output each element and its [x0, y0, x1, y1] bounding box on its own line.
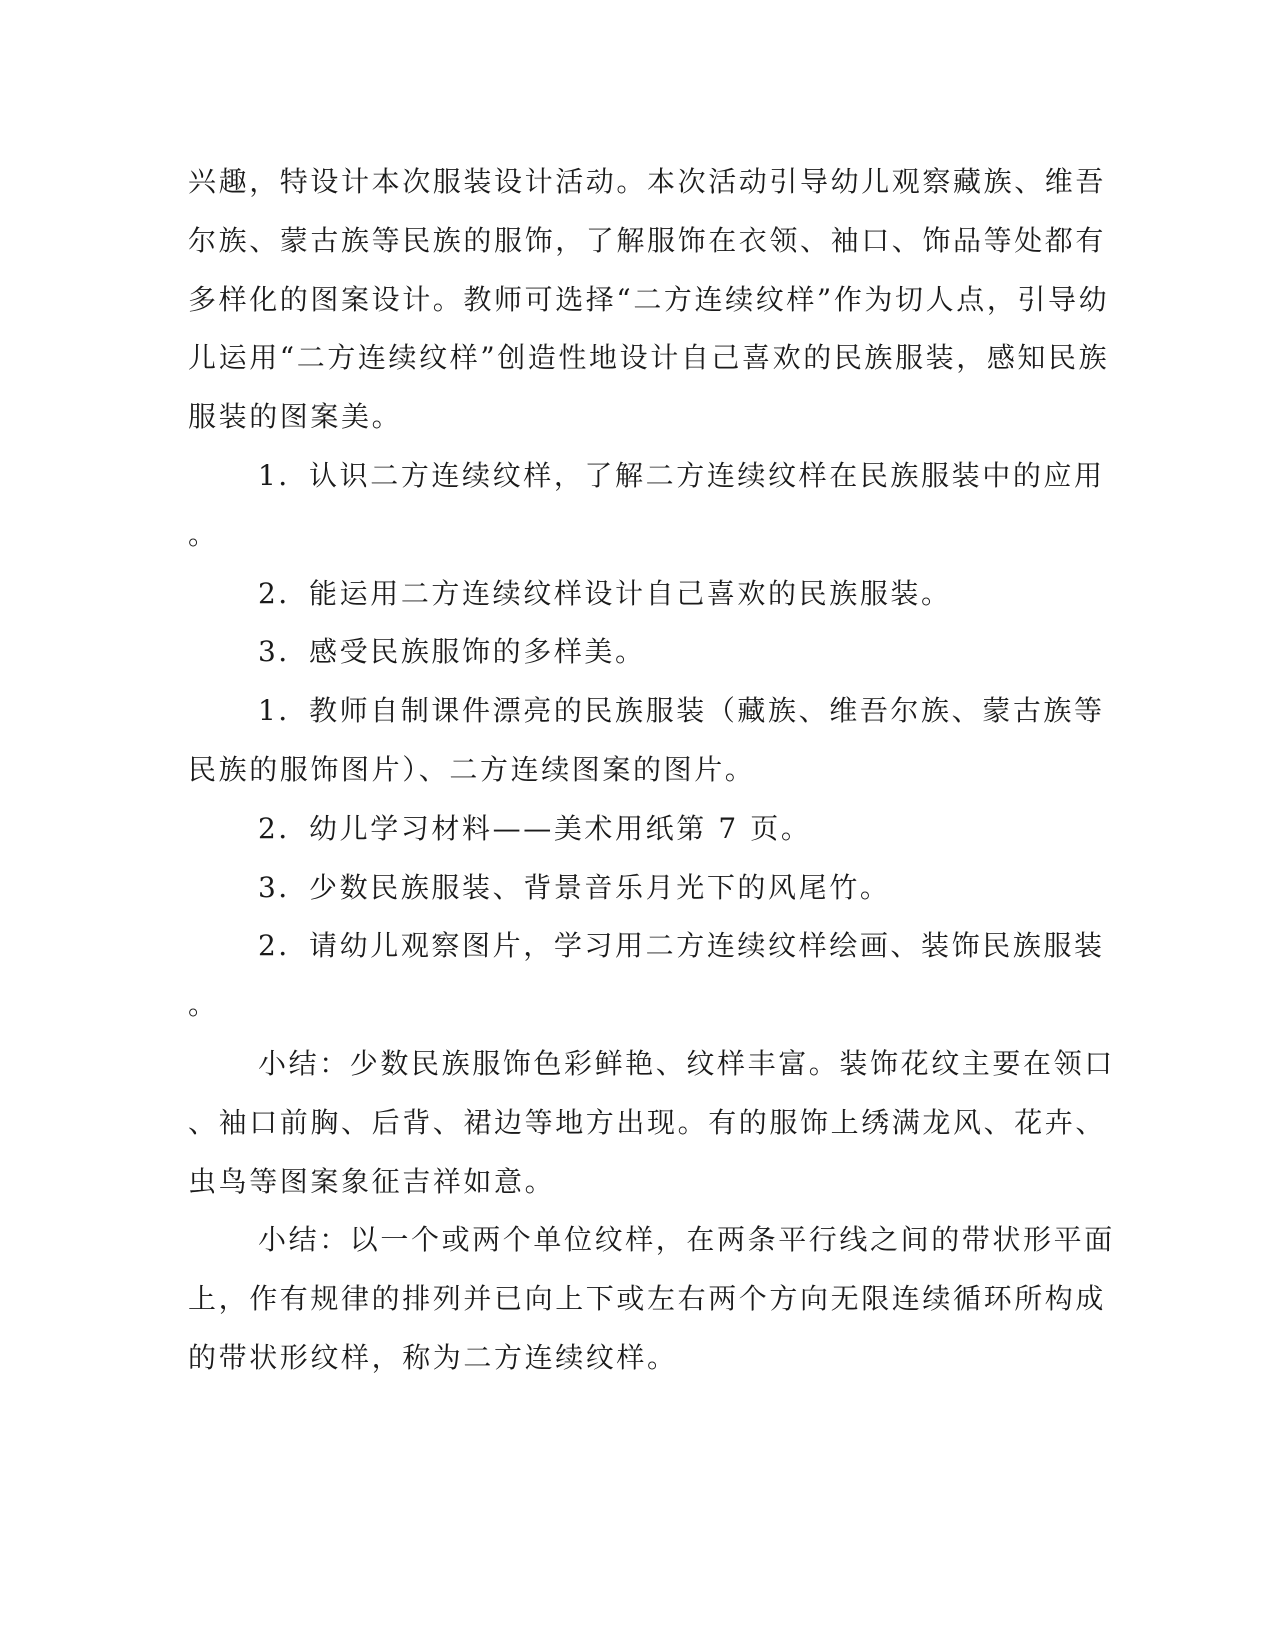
text-line: 兴趣，特设计本次服装设计活动。本次活动引导幼儿观察藏族、维吾 — [188, 165, 1107, 198]
objective-item: 1．认识二方连续纹样，了解二方连续纹样在民族服装中的应用 — [258, 459, 1105, 492]
text-line: 上，作有规律的排列并已向上下或左右两个方向无限连续循环所构成 — [188, 1282, 1107, 1315]
text-line: 儿运用“二方连续纹样”创造性地设计自己喜欢的民族服装，感知民族 — [188, 341, 1110, 374]
material-item: 2．幼儿学习材料——美术用纸第 7 页。 — [258, 812, 812, 845]
objective-item: 2．能运用二方连续纹样设计自己喜欢的民族服装。 — [258, 577, 952, 610]
text-line: 尔族、蒙古族等民族的服饰，了解服饰在衣领、袖口、饰品等处都有 — [188, 224, 1107, 257]
text-line: 民族的服饰图片）、二方连续图案的图片。 — [188, 753, 756, 786]
text-line: 。 — [188, 988, 219, 1021]
objective-item: 3．感受民族服饰的多样美。 — [258, 635, 646, 668]
text-line: 的带状形纹样，称为二方连续纹样。 — [188, 1341, 678, 1374]
material-item: 3．少数民族服装、背景音乐月光下的风尾竹。 — [258, 871, 891, 904]
text-line: 。 — [188, 518, 219, 551]
material-item: 1．教师自制课件漂亮的民族服装（藏族、维吾尔族、蒙古族等 — [258, 694, 1105, 727]
text-line: 多样化的图案设计。教师可选择“二方连续纹样”作为切人点，引导幼 — [188, 283, 1110, 316]
text-line: 虫鸟等图案象征吉祥如意。 — [188, 1165, 556, 1198]
process-item: 2．请幼儿观察图片，学习用二方连续纹样绘画、装饰民族服装 — [258, 929, 1105, 962]
summary-paragraph: 小结：以一个或两个单位纹样，在两条平行线之间的带状形平面 — [258, 1223, 1115, 1256]
text-line: 、袖口前胸、后背、裙边等地方出现。有的服饰上绣满龙风、花卉、 — [188, 1106, 1107, 1139]
summary-paragraph: 小结：少数民族服饰色彩鲜艳、纹样丰富。装饰花纹主要在领口 — [258, 1047, 1115, 1080]
text-line: 服装的图案美。 — [188, 400, 403, 433]
